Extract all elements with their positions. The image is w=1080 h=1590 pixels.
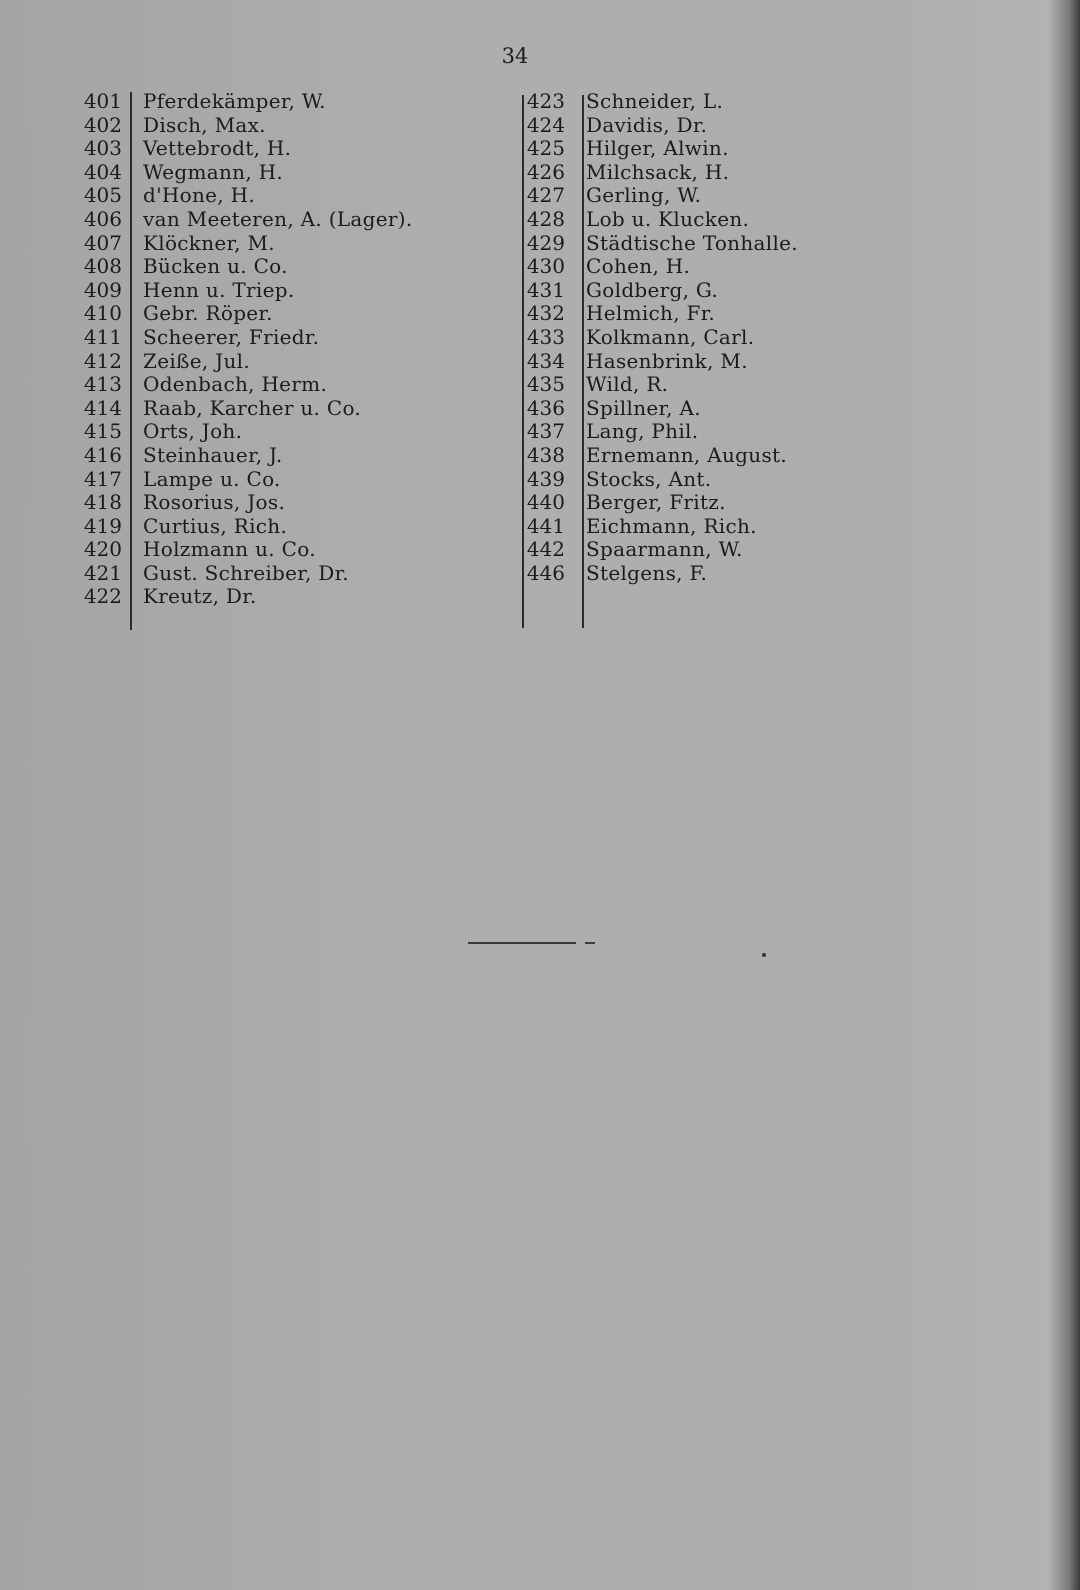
list-item [503,350,798,374]
entry-name: Disch, Max. [143,112,266,137]
entry-number: 411 [83,324,122,349]
list-item [60,420,413,444]
entry-name: Odenbach, Herm. [143,372,328,397]
list-item [60,468,413,492]
entry-number: 432 [526,301,565,326]
entry-number: 408 [83,254,122,279]
entry-number: 426 [526,159,565,184]
entry-number: 417 [83,466,122,491]
entry-number: 442 [526,537,565,562]
entry-number: 419 [83,513,122,538]
right-entry-list [503,90,798,585]
end-rule-dash [585,942,595,944]
list-item [60,515,413,539]
list-item [503,397,798,421]
list-item [503,326,798,350]
entry-number: 413 [83,372,122,397]
list-item [60,184,413,208]
entry-number: 402 [83,112,122,137]
entry-number: 446 [526,560,565,585]
entry-number: 412 [83,348,122,373]
entry-name: Helmich, Fr. [586,301,716,326]
entry-name: Zeiße, Jul. [143,348,250,373]
entry-name: Henn u. Triep. [143,277,295,302]
list-item [503,208,798,232]
list-item [60,538,413,562]
entry-name: Lang, Phil. [586,419,699,444]
entry-number: 406 [83,206,122,231]
list-item [503,114,798,138]
entry-name: Orts, Joh. [143,419,243,444]
list-item [503,137,798,161]
entry-number: 430 [526,254,565,279]
entry-name: Spillner, A. [586,395,701,420]
list-item [503,491,798,515]
entry-number: 409 [83,277,122,302]
entry-number: 439 [526,466,565,491]
entry-name: Stocks, Ant. [586,466,712,491]
entry-number: 433 [526,324,565,349]
list-item [503,279,798,303]
list-item [60,279,413,303]
list-item [60,326,413,350]
entry-number: 436 [526,395,565,420]
entry-number: 438 [526,442,565,467]
list-item [60,208,413,232]
entry-name: Kolkmann, Carl. [586,324,755,349]
left-entry-list [60,90,413,609]
list-item [60,137,413,161]
entry-name: Lob u. Klucken. [586,206,750,231]
list-item [60,255,413,279]
list-item [503,420,798,444]
list-item [60,114,413,138]
entry-name: Curtius, Rich. [143,513,288,538]
entry-name: Gust. Schreiber, Dr. [143,560,349,585]
print-speck [762,953,766,957]
entry-number: 415 [83,419,122,444]
list-item [60,397,413,421]
list-item [60,373,413,397]
entry-name: Goldberg, G. [586,277,719,302]
entry-name: Berger, Fritz. [586,490,726,515]
entry-name: Klöckner, M. [143,230,275,255]
entry-name: Spaarmann, W. [586,537,743,562]
list-item [503,538,798,562]
entry-number: 401 [83,89,122,113]
entry-name: Davidis, Dr. [586,112,708,137]
entry-name: Milchsack, H. [586,159,730,184]
entry-name: Gebr. Röper. [143,301,273,326]
entry-number: 434 [526,348,565,373]
entry-number: 435 [526,372,565,397]
entry-name: Lampe u. Co. [143,466,281,491]
list-item [503,468,798,492]
list-item [60,90,413,114]
list-item [503,562,798,586]
entry-name: Kreutz, Dr. [143,584,257,609]
list-item [60,161,413,185]
entry-number: 431 [526,277,565,302]
entry-number: 425 [526,136,565,161]
entry-number: 403 [83,136,122,161]
list-item [503,302,798,326]
entry-name: Städtische Tonhalle. [586,230,798,255]
entry-number: 423 [526,89,565,113]
end-rule [468,942,576,944]
entry-name: d'Hone, H. [143,183,256,208]
list-item [503,515,798,539]
entry-name: Eichmann, Rich. [586,513,757,538]
list-item [503,232,798,256]
entry-name: Wegmann, H. [143,159,284,184]
entry-number: 404 [83,159,122,184]
entry-number: 405 [83,183,122,208]
list-item [503,90,798,114]
entry-number: 414 [83,395,122,420]
list-item [503,161,798,185]
entry-name: Scheerer, Friedr. [143,324,320,349]
list-item [60,491,413,515]
entry-number: 427 [526,183,565,208]
entry-name: Vettebrodt, H. [143,136,292,161]
entry-name: Schneider, L. [586,89,724,113]
entry-name: Raab, Karcher u. Co. [143,395,362,420]
entry-name: Gerling, W. [586,183,702,208]
entry-number: 428 [526,206,565,231]
list-item [503,444,798,468]
entry-number: 420 [83,537,122,562]
list-item [60,562,413,586]
list-item [60,350,413,374]
list-item [503,255,798,279]
entry-name: Steinhauer, J. [143,442,283,467]
entry-number: 440 [526,490,565,515]
list-item [60,302,413,326]
entry-number: 407 [83,230,122,255]
entry-number: 441 [526,513,565,538]
entry-number: 429 [526,230,565,255]
entry-name: van Meeteren, A. (Lager). [143,206,413,231]
entry-number: 424 [526,112,565,137]
entry-name: Stelgens, F. [586,560,708,585]
list-item [60,444,413,468]
entry-number: 410 [83,301,122,326]
entry-name: Rosorius, Jos. [143,490,286,515]
entry-name: Pferdekämper, W. [143,89,326,113]
entry-name: Wild, R. [586,372,669,397]
entry-name: Cohen, H. [586,254,691,279]
list-item [503,373,798,397]
entry-name: Hasenbrink, M. [586,348,748,373]
entry-number: 422 [83,584,122,609]
entry-name: Bücken u. Co. [143,254,288,279]
page-number: 34 [501,44,529,68]
list-item [60,585,413,609]
list-item [60,232,413,256]
list-item [503,184,798,208]
entry-number: 421 [83,560,122,585]
entry-number: 416 [83,442,122,467]
entry-name: Holzmann u. Co. [143,537,316,562]
entry-number: 418 [83,490,122,515]
entry-name: Ernemann, August. [586,442,788,467]
entry-name: Hilger, Alwin. [586,136,729,161]
entry-number: 437 [526,419,565,444]
